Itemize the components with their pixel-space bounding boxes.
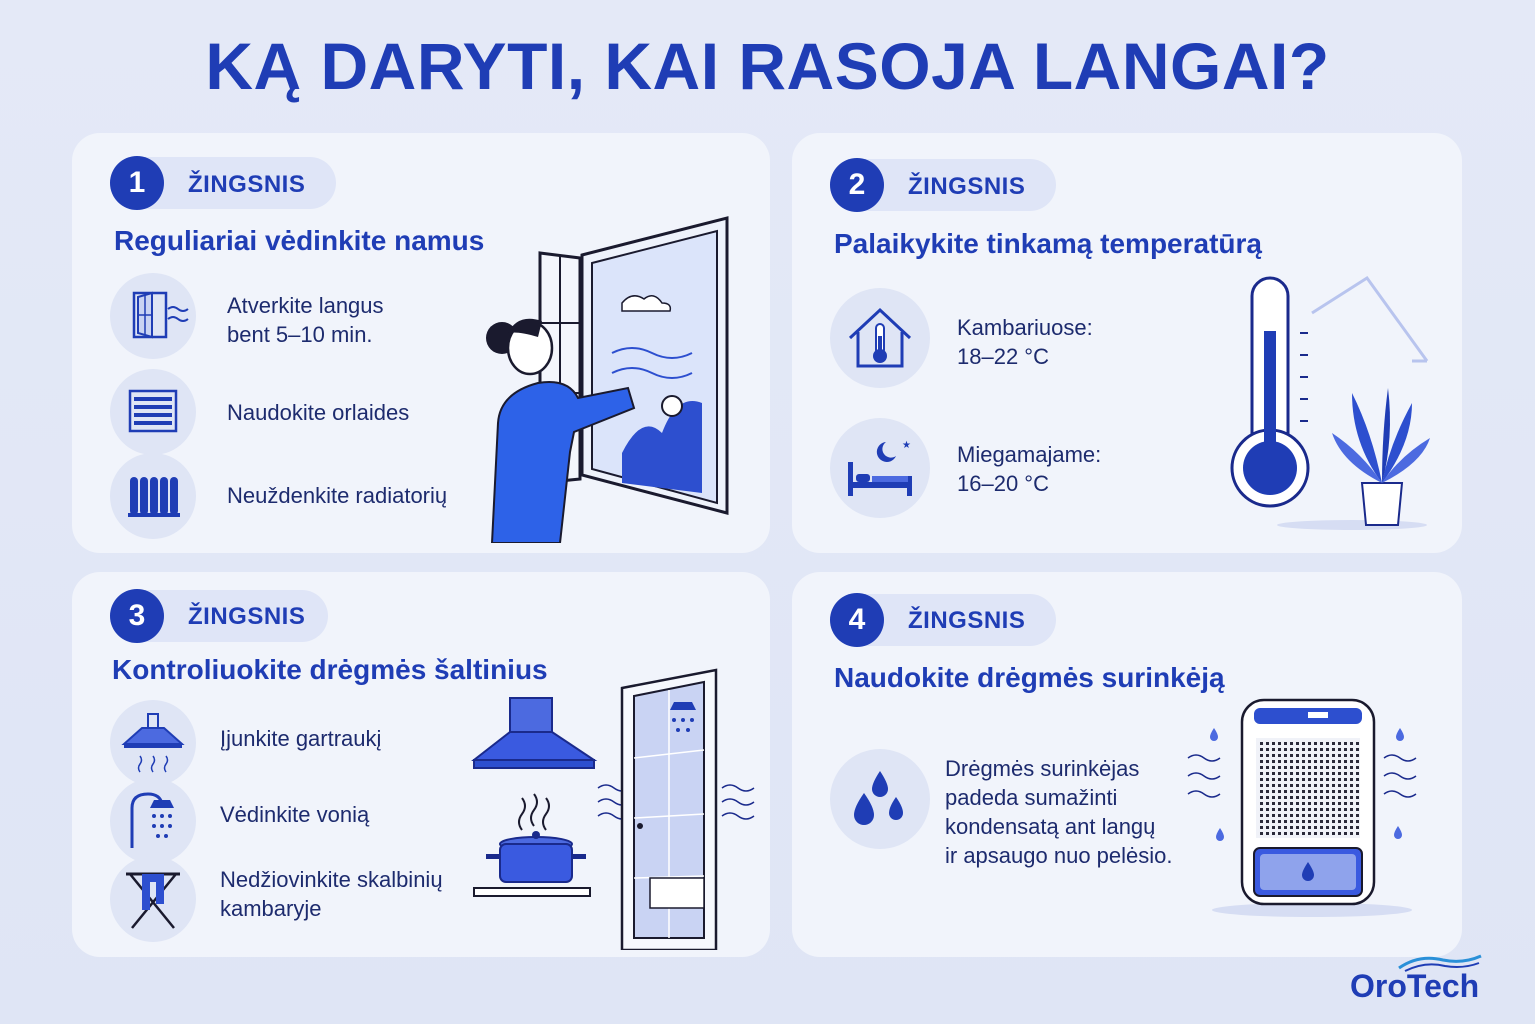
brand-logo: OroTech: [1350, 968, 1480, 1004]
open-window-icon: [110, 273, 196, 359]
water-drops-icon: [830, 749, 930, 849]
step-1-title: Reguliariai vėdinkite namus: [114, 225, 485, 256]
radiator-icon: [110, 453, 196, 539]
step-3-item-3-text: Nedžiovinkite skalbinių kambaryje: [220, 867, 443, 921]
step-3-title: Kontroliuokite drėgmės šaltinius: [112, 654, 548, 685]
step-2-item-1-text: Kambariuose: 18–22 °C: [957, 315, 1093, 369]
page-title: KĄ DARYTI, KAI RASOJA LANGAI?: [205, 29, 1330, 103]
house-thermometer-icon: [830, 288, 930, 388]
thermometer-plant-illustration: [1222, 273, 1442, 538]
step-1-item-2-text: Naudokite orlaides: [227, 400, 410, 425]
step-3-card: [72, 572, 770, 957]
shower-icon: [110, 778, 196, 864]
step-2-item-2-text: Miegamajame: 16–20 °C: [957, 442, 1102, 496]
step-4-card: [792, 572, 1462, 957]
woman-opening-window-illustration: [472, 213, 752, 543]
range-hood-icon: [110, 700, 196, 786]
bed-moon-icon: [830, 418, 930, 518]
svg-text:★: ★: [902, 440, 911, 451]
step-2-title: Palaikykite tinkamą temperatūrą: [834, 228, 1262, 259]
step-4-label: ŽINGSNIS: [908, 607, 1026, 634]
step-1-number: 1: [110, 156, 164, 210]
step-4-title: Naudokite drėgmės surinkėją: [834, 662, 1225, 693]
step-4-item-1-text: Drėgmės surinkėjas padeda sumažinti kondensatą ant langų ir apsaugo nuo pelėsio.: [945, 756, 1173, 868]
vent-grille-icon: [110, 369, 196, 455]
step-4-number: 4: [830, 593, 884, 647]
step-3-item-2-text: Vėdinkite vonią: [220, 802, 370, 827]
step-2-number: 2: [830, 158, 884, 212]
step-1-item-1-text: Atverkite langus bent 5–10 min.: [227, 293, 384, 347]
step-2-card: [792, 133, 1462, 553]
step-3-item-1-text: Įjunkite gartraukį: [220, 726, 382, 751]
step-3-number: 3: [110, 589, 164, 643]
step-2-label: ŽINGSNIS: [908, 173, 1026, 200]
step-1-item-3-text: Neuždenkite radiatorių: [227, 483, 448, 508]
dehumidifier-illustration: [1184, 698, 1444, 920]
step-3-label: ŽINGSNIS: [188, 603, 306, 630]
drying-rack-icon: [110, 856, 196, 942]
step-1-card: [72, 133, 770, 553]
kitchen-bathroom-illustration: [470, 668, 760, 950]
step-1-label: ŽINGSNIS: [188, 171, 306, 198]
